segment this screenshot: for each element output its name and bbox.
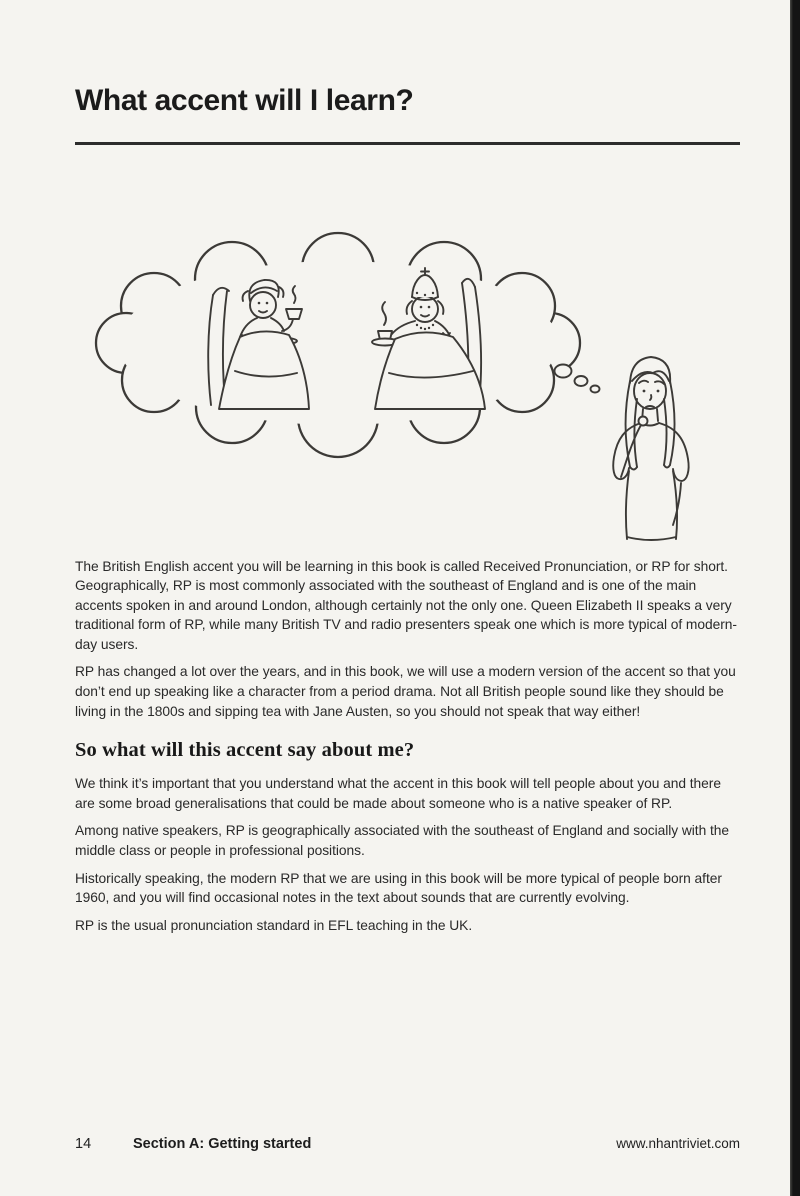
title-rule <box>75 142 740 145</box>
section-paragraph-2: Among native speakers, RP is geographically associated with the southeast of England and socially with the middle class or people in professional positions. <box>75 823 730 859</box>
thought-cloud <box>96 233 580 457</box>
scan-edge-artifact <box>790 0 800 1196</box>
page-footer <box>75 1136 740 1152</box>
footer-section-label: Section A: Getting started <box>133 1136 312 1152</box>
section-paragraph-1: We think it’s important that you understand what the accent in this book will tell people about you and there are some broad generalisations that could be made about someone who is a native speaker of RP. <box>75 776 721 811</box>
intro-paragraph-1: The British English accent you will be learning in this book is called Received Pronunciation, or RP for short. Geographically, RP is most commonly associated with the southeast of England and is one of the main accents spoken in and around London, although certainly not the only one. Queen Elizabeth II speaks a very traditional form of RP, while many British TV and radio presenters speak one which is more typical of modern-day users. <box>75 558 737 652</box>
page-title: What accent will I learn? <box>75 84 414 117</box>
section-paragraph-4: RP is the usual pronunciation standard in EFL teaching in the UK. <box>75 917 473 933</box>
page-number: 14 <box>75 1136 92 1152</box>
thought-trail-dots <box>555 364 600 392</box>
thought-bubble-illustration <box>75 231 740 549</box>
footer-website: www.nhantriviet.com <box>616 1136 740 1151</box>
section-paragraph-3: Historically speaking, the modern RP that we are using in this book will be more typical of people born after 1960, and you will find occasional notes in the text about sounds that are currently evolving. <box>75 870 722 906</box>
thinking-girl-figure <box>613 357 688 540</box>
section-heading: So what will this accent say about me? <box>75 739 415 762</box>
intro-paragraph-2: RP has changed a lot over the years, and in this book, we will use a modern version of the accent so that you don’t end up speaking like a character from a period drama. Not all British people sound like they should be living in the 1800s and sipping tea with Jane Austen, so you should not speak that way either! <box>75 664 736 719</box>
illustration-svg <box>85 231 705 549</box>
